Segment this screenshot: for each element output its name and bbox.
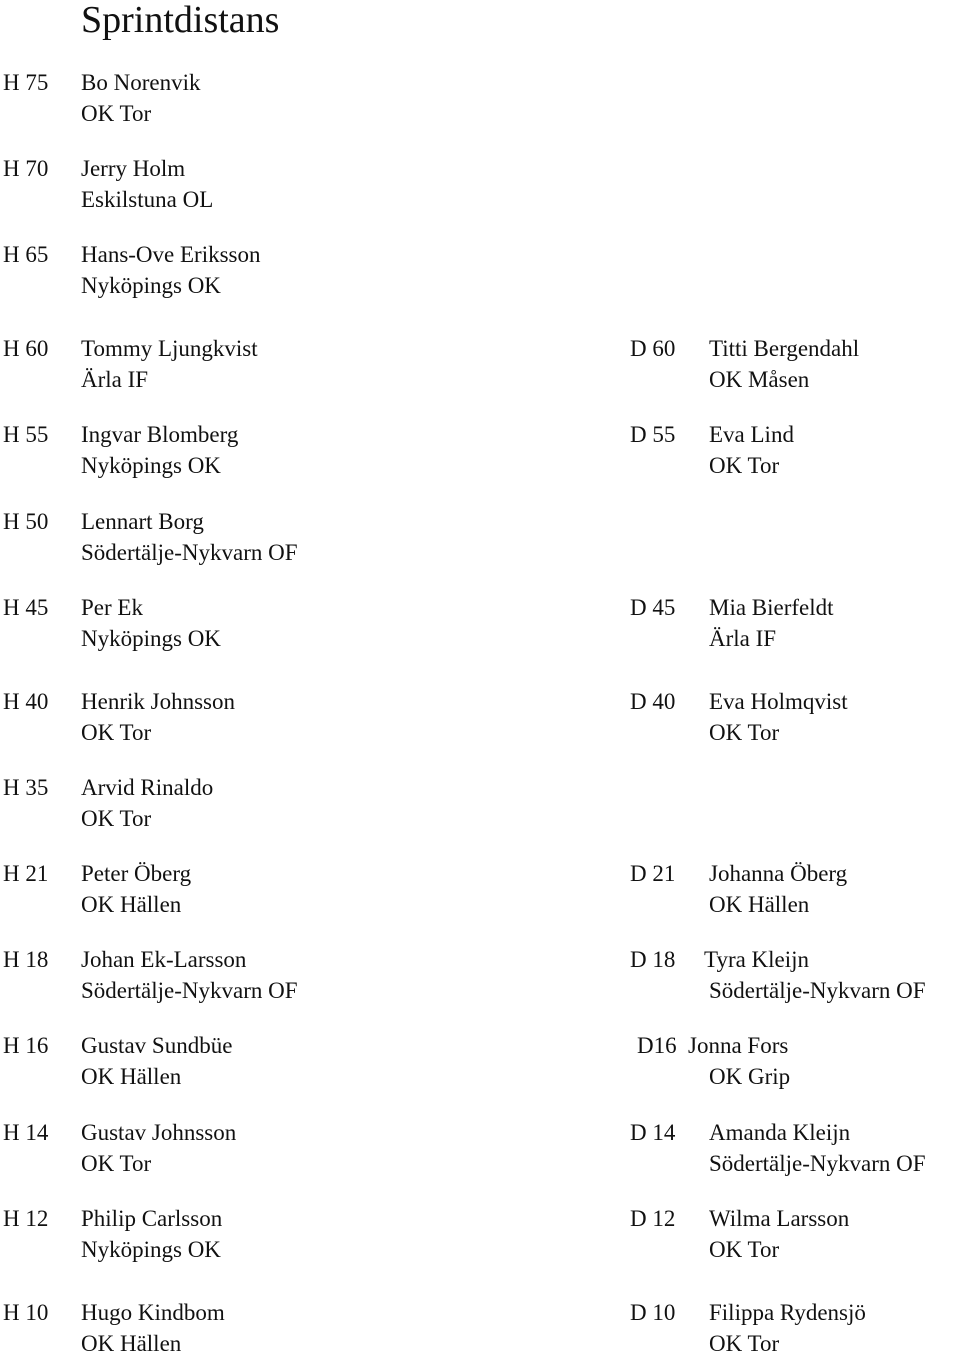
runner-name: Titti Bergendahl: [709, 336, 860, 361]
runner-name: Gustav Johnsson: [81, 1120, 237, 1145]
class-label: H 14: [3, 1120, 49, 1145]
runner-name: Lennart Borg: [81, 509, 204, 534]
club-name: Eskilstuna OL: [81, 187, 214, 212]
class-label: D 12: [630, 1206, 676, 1231]
club-name: OK Hällen: [81, 1064, 182, 1089]
runner-name: Johanna Öberg: [709, 861, 848, 886]
runner-name: Tommy Ljungkvist: [81, 336, 258, 361]
runner-name: Wilma Larsson: [709, 1206, 850, 1231]
club-name: OK Tor: [81, 1151, 152, 1176]
runner-name: Hans-Ove Eriksson: [81, 242, 261, 267]
class-label: H 75: [3, 70, 49, 95]
class-label: D 40: [630, 689, 676, 714]
club-name: OK Måsen: [709, 367, 810, 392]
class-label: H 18: [3, 947, 49, 972]
runner-name: Johan Ek-Larsson: [81, 947, 247, 972]
class-label: D 18: [630, 947, 676, 972]
runner-name: Philip Carlsson: [81, 1206, 223, 1231]
club-name: OK Hällen: [81, 892, 182, 917]
club-name: OK Tor: [81, 720, 152, 745]
club-name: Södertälje-Nykvarn OF: [709, 978, 926, 1003]
club-name: Ärla IF: [81, 367, 149, 392]
club-name: OK Tor: [709, 1331, 780, 1356]
club-name: Södertälje-Nykvarn OF: [709, 1151, 926, 1176]
runner-name: Ingvar Blomberg: [81, 422, 239, 447]
class-label: H 16: [3, 1033, 49, 1058]
runner-name: Eva Holmqvist: [709, 689, 848, 714]
runner-name: Jerry Holm: [81, 156, 186, 181]
class-label: H 70: [3, 156, 49, 181]
club-name: OK Tor: [81, 101, 152, 126]
runner-name: Hugo Kindbom: [81, 1300, 225, 1325]
class-label: D 45: [630, 595, 676, 620]
runner-name: Amanda Kleijn: [709, 1120, 851, 1145]
class-label: H 55: [3, 422, 49, 447]
club-name: Nyköpings OK: [81, 453, 221, 478]
class-label: H 35: [3, 775, 49, 800]
runner-name: Bo Norenvik: [81, 70, 201, 95]
runner-name: Henrik Johnsson: [81, 689, 235, 714]
club-name: Ärla IF: [709, 626, 777, 651]
class-label: H 40: [3, 689, 49, 714]
club-name: OK Tor: [81, 806, 152, 831]
club-name: OK Hällen: [81, 1331, 182, 1356]
class-label: H 65: [3, 242, 49, 267]
class-label: D 55: [630, 422, 676, 447]
class-label: D 10: [630, 1300, 676, 1325]
club-name: Nyköpings OK: [81, 626, 221, 651]
club-name: Södertälje-Nykvarn OF: [81, 540, 298, 565]
club-name: OK Tor: [709, 720, 780, 745]
runner-name: Arvid Rinaldo: [81, 775, 214, 800]
club-name: OK Grip: [709, 1064, 791, 1089]
class-label: H 45: [3, 595, 49, 620]
class-label: D 60: [630, 336, 676, 361]
class-label: D 14: [630, 1120, 676, 1145]
runner-name: Filippa Rydensjö: [709, 1300, 866, 1325]
class-label: H 60: [3, 336, 49, 361]
class-label: H 12: [3, 1206, 49, 1231]
class-label: H 10: [3, 1300, 49, 1325]
runner-name: Jonna Fors: [688, 1033, 789, 1058]
club-name: Södertälje-Nykvarn OF: [81, 978, 298, 1003]
class-label: H 50: [3, 509, 49, 534]
class-label: H 21: [3, 861, 49, 886]
runner-name: Per Ek: [81, 595, 143, 620]
class-label: D 21: [630, 861, 676, 886]
club-name: OK Tor: [709, 453, 780, 478]
club-name: OK Hällen: [709, 892, 810, 917]
runner-name: Mia Bierfeldt: [709, 595, 834, 620]
runner-name: Eva Lind: [709, 422, 794, 447]
runner-name: Tyra Kleijn: [704, 947, 810, 972]
club-name: Nyköpings OK: [81, 1237, 221, 1262]
club-name: Nyköpings OK: [81, 273, 221, 298]
class-label: D16: [637, 1033, 677, 1058]
runner-name: Peter Öberg: [81, 861, 192, 886]
page-title: Sprintdistans: [81, 0, 280, 41]
runner-name: Gustav Sundbüe: [81, 1033, 233, 1058]
club-name: OK Tor: [709, 1237, 780, 1262]
